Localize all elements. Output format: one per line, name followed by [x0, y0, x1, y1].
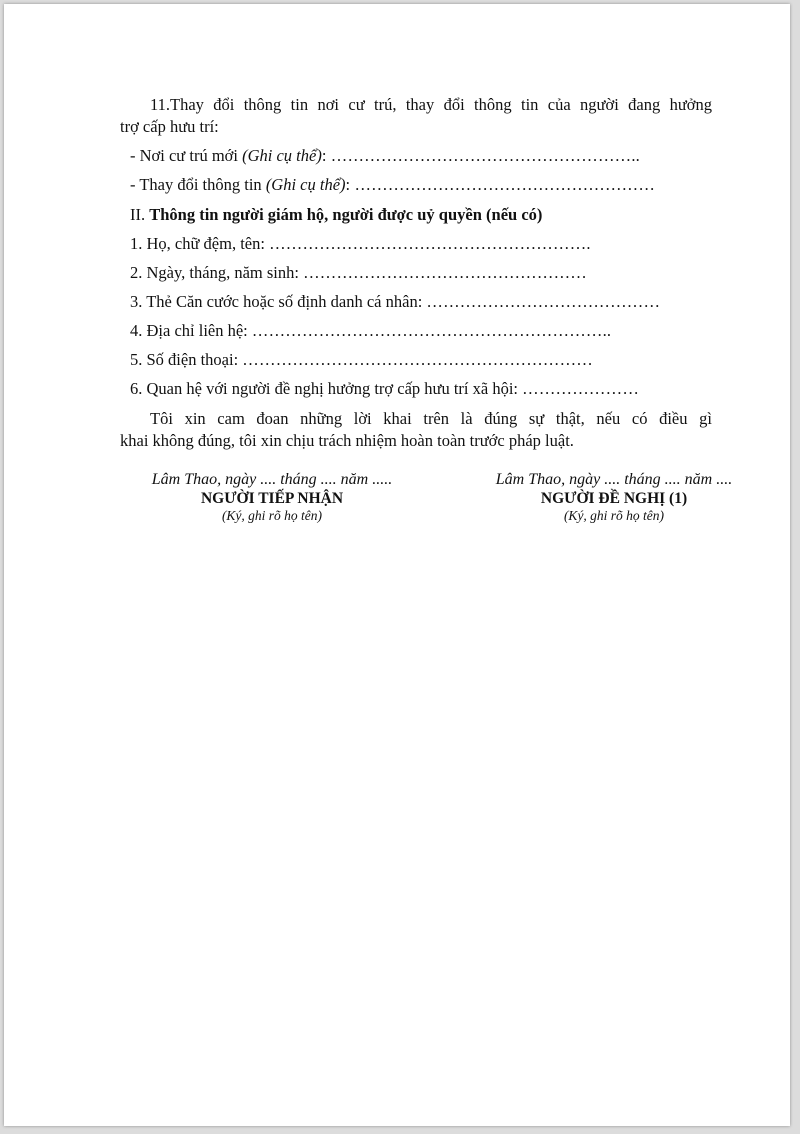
requester-role: NGƯỜI ĐỀ NGHỊ (1)	[540, 490, 688, 507]
requester-place-date: Lâm Thao, ngày .... tháng .... năm ....	[495, 471, 733, 488]
field-dots: ……………………………………………	[303, 263, 587, 282]
field-dots: ……………………………………	[426, 292, 661, 311]
guardian-id-field	[130, 292, 660, 312]
field-label: 2. Ngày, tháng, năm sinh:	[130, 263, 304, 282]
field-dots: …………………	[522, 379, 640, 398]
field-label: 5. Số điện thoại:	[130, 350, 243, 369]
guardian-phone-field	[130, 350, 593, 370]
section-ii-number: II.	[130, 205, 150, 224]
field-label: 6. Quan hệ với người đề nghị hưởng trợ cấp hưu trí xã hội:	[130, 379, 523, 398]
section-ii-title: Thông tin người giám hộ, người được uỷ quyền (nếu có)	[149, 205, 543, 224]
receiver-place-date: Lâm Thao, ngày .... tháng .... năm .....	[151, 471, 393, 488]
field-label: 1. Họ, chữ đệm, tên:	[130, 234, 270, 253]
declaration-line-2: khai không đúng, tôi xin chịu trách nhiệm hoàn toàn trước pháp luật.	[120, 431, 574, 450]
declaration-line-1: Tôi xin cam đoan những lời khai trên là đúng sự thật, nếu có điều gì	[150, 409, 712, 428]
change-info-note: (Ghi cụ thể)	[265, 175, 346, 194]
field-dots: ………………………………………………….	[269, 234, 591, 253]
requester-signature-block	[464, 470, 764, 524]
guardian-address-field	[130, 321, 611, 341]
field-dots: ………………………………………………………..	[251, 321, 612, 340]
section-11-line-2: trợ cấp hưu trí:	[120, 117, 219, 136]
new-residence-label: - Nơi cư trú mới	[130, 146, 238, 165]
new-residence-colon: :	[321, 146, 327, 165]
document-page	[4, 4, 790, 1126]
receiver-signature-note: (Ký, ghi rõ họ tên)	[221, 508, 323, 523]
field-label: 4. Địa chỉ liên hệ:	[130, 321, 252, 340]
field-dots: ………………………………………………………	[242, 350, 593, 369]
new-residence-note: (Ghi cụ thể)	[242, 146, 322, 165]
section-ii-heading	[130, 205, 542, 225]
receiver-role: NGƯỜI TIẾP NHẬN	[200, 490, 344, 507]
guardian-name-field	[130, 234, 591, 254]
change-info-field	[130, 175, 655, 195]
new-residence-dots: ………………………………………………..	[326, 146, 640, 165]
requester-signature-note: (Ký, ghi rõ họ tên)	[563, 508, 665, 523]
change-info-colon: :	[345, 175, 351, 194]
guardian-relationship-field	[130, 379, 639, 399]
change-info-dots: ………………………………………………	[350, 175, 656, 194]
new-residence-field	[130, 146, 640, 166]
guardian-birthdate-field	[130, 263, 587, 283]
change-info-label: - Thay đổi thông tin	[130, 175, 262, 194]
receiver-signature-block	[122, 470, 422, 524]
section-11-line-1: 11.Thay đổi thông tin nơi cư trú, thay đổi thông tin của người đang hưởng	[150, 95, 712, 114]
field-label: 3. Thẻ Căn cước hoặc số định danh cá nhân:	[130, 292, 427, 311]
